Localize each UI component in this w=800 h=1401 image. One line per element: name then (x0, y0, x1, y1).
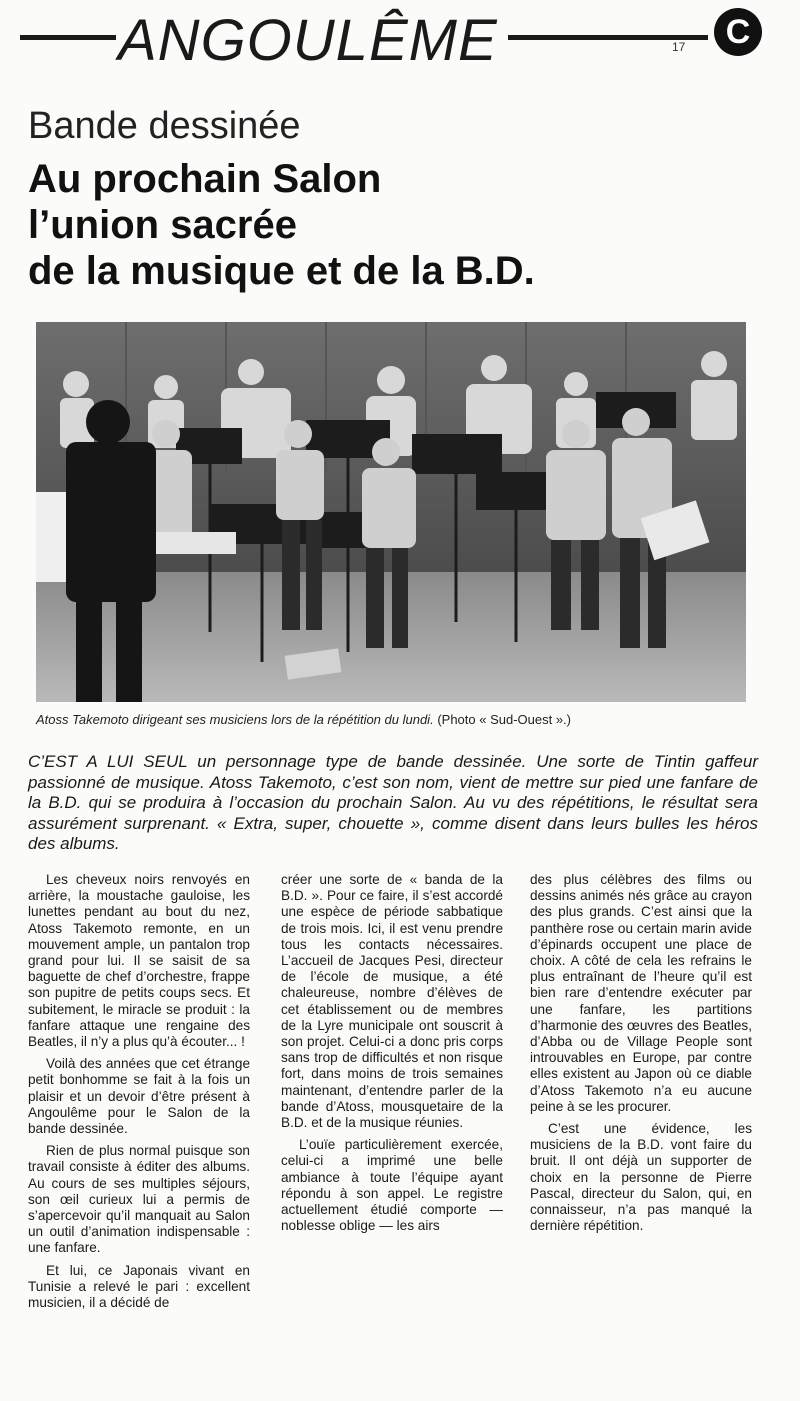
paragraph: Voilà des années que cet étrange petit bonhomme se fait à la fois un plaisir et un devoir d’être présent à Angoulême pour le Salon de la bande dessinée. (28, 1056, 250, 1137)
article-column-3 (530, 872, 752, 1240)
paragraph: L’ouïe particulièrement exercée, celui-ci a imprimé une belle ambiance à toute l’équipe ayant répondu à son appel. Le registre actuellement étudié comporte — noblesse oblige — les airs (281, 1137, 503, 1234)
article-lead: C’EST A LUI SEUL un personnage type de bande dessinée. Une sorte de Tintin gaffeur passionné de musique. Atoss Takemoto, c’est son nom, vient de mettre sur pied une fanfare de la B.D. qui se produira à l’occasion du prochain Salon. Au vu des répétitions, le résultat sera assurément surprenant. « Extra, super, chouette », comme disent dans leurs bulles les héros des albums. (28, 752, 758, 853)
article-kicker: Bande dessinée (28, 105, 301, 147)
paragraph: C’est une évidence, les musiciens de la B.D. vont faire du bruit. Il ont déjà un supporter de choix en la personne de Pierre Pascal, directeur du Salon, qui, en connaisseur, n’a pas manqué la dernière répétition. (530, 1121, 752, 1234)
caption-text: Atoss Takemoto dirigeant ses musiciens lors de la répétition du lundi. (36, 712, 434, 727)
paragraph: Et lui, ce Japonais vivant en Tunisie a relevé le pari : excellent musicien, il a décidé de (28, 1262, 250, 1311)
edition-badge: C (714, 8, 762, 56)
photo-caption (36, 712, 756, 727)
rehearsal-photo (36, 322, 746, 702)
article-column-1 (28, 872, 250, 1317)
headline-line: Au prochain Salon (28, 157, 382, 201)
article-headline (28, 156, 768, 294)
paragraph: Rien de plus normal puisque son travail consiste à éditer des albums. Au cours de ses multiples séjours, son œil curieux lui a permis de s’apercevoir qu’il manquait au Salon un outil d’animation indispensable : une fanfare. (28, 1143, 250, 1256)
header-rule-left (20, 35, 116, 40)
headline-line: l’union sacrée (28, 203, 297, 247)
section-title: ANGOULÊME (118, 8, 498, 73)
article-column-2 (281, 872, 503, 1240)
paragraph: des plus célèbres des films ou dessins animés nés grâce au crayon des plus grands. C’est ainsi que la panthère rose ou certain marin avide d’épinards occupent une place de choix. A côté de cela les refrains le plus entraînant de l’heure qu’il est bien rare d’entendre exécuter par une fanfare, les partitions d’harmonie des œuvres des Beatles, d’Abba ou de Village People sont introuvables en Europe, par contre elles existent au Japon où ce diable d’Atoss Takemoto n’a eu aucune peine à se les procurer. (530, 872, 752, 1114)
headline-line: de la musique et de la B.D. (28, 249, 535, 293)
page-number: 17 (672, 40, 686, 54)
paragraph: Les cheveux noirs renvoyés en arrière, la moustache gauloise, les lunettes pendant au bout du nez, Atoss Takemoto remonte, en un mouvement ample, un pantalon trop grand pour lui. Il se saisit de sa baguette de chef d’orchestre, frappe son pupitre de petits coups secs. Et subitement, le miracle se produit : la fanfare attaque une rengaine des Beatles, il n’y a plus qu’à écouter... ! (28, 872, 250, 1050)
photo-credit: (Photo « Sud-Ouest ».) (437, 712, 571, 727)
paragraph: créer une sorte de « banda de la B.D. ». Pour ce faire, il s’est accordé une espèce de période sabbatique de trois mois. Ici, il est venu prendre tous les contacts nécessaires. L’accueil de Jacques Pesi, directeur de l’école de musique, a été chaleureuse, nombre d’élèves de cet établissement ou de membres de la Lyre municipale ont souscrit à son projet. Celui-ci a donc pris corps sans trop de difficultés et non risque fort, dans moins de trois semaines maintenant, d’entendre parler de la bande d’Atoss, mousquetaire de la B.D. et de la musique réunies. (281, 872, 503, 1131)
